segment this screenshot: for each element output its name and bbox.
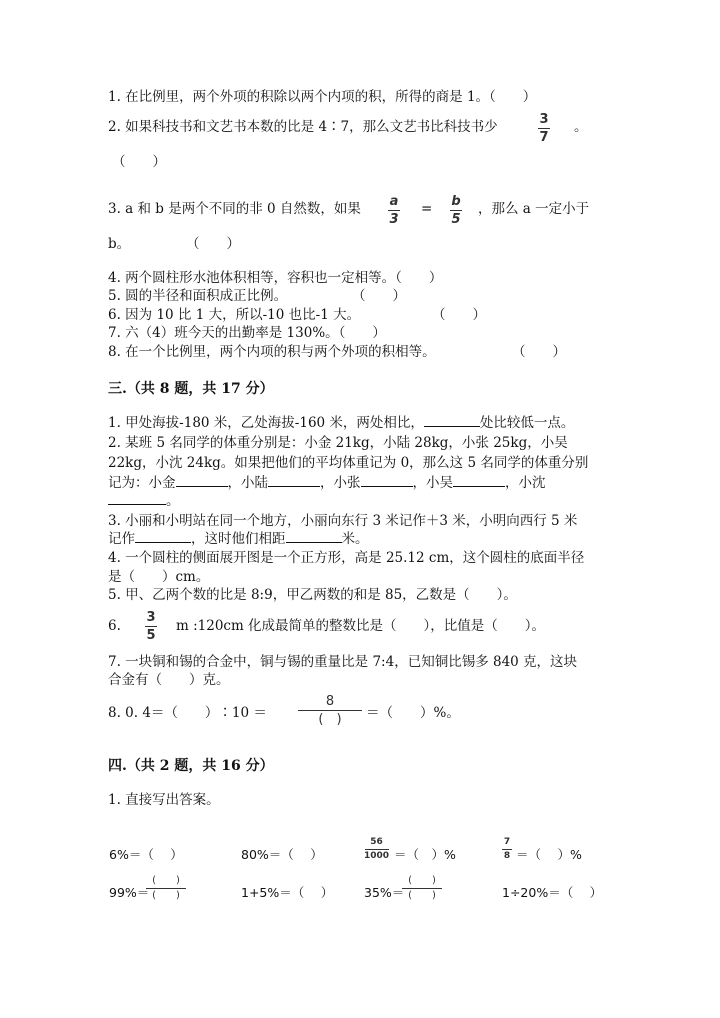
judge-q3-fraction-a [388, 195, 400, 226]
judge-q3-b: b。 [108, 236, 131, 252]
judge-q2-paren[interactable]: （ ） [112, 154, 166, 170]
fill-q3-line2 [108, 530, 369, 548]
fraction-numerator: 3 [539, 112, 549, 127]
judge-q3-text: 3. a 和 b 是两个不同的非 0 自然数，如果 [108, 201, 361, 217]
judge-q3-equals: = [421, 201, 433, 217]
fill-q2-line1: 2. 某班 5 名同学的体重分别是：小金 21kg，小陆 28kg，小张 25kg，小吴 [108, 435, 568, 451]
fraction-numerator: a [389, 194, 399, 209]
fill-q8-text-end: ＝（ ）%。 [366, 705, 460, 721]
calc-item-1[interactable]: 6%＝（ ） [109, 847, 183, 862]
judge-q7: 7. 六（4）班今天的出勤率是 130%。（ ） [108, 325, 386, 341]
answer-blank[interactable] [108, 492, 166, 505]
fraction-bar [538, 128, 550, 129]
calc-item-7-fraction[interactable] [402, 876, 442, 901]
judge-q2-end: 。 [574, 119, 588, 135]
answer-blank[interactable] [135, 530, 191, 543]
calc-item-3-fraction [364, 838, 389, 861]
fill-q2-line2: 22kg，小沈 24kg。如果把他们的平均体重记为 0，那么这 5 名同学的体重分别 [108, 455, 589, 471]
calc-item-5-label: 99%＝ [109, 885, 150, 900]
answer-blank[interactable] [268, 474, 320, 487]
judge-q1: 1. 在比例里，两个外项的积除以两个内项的积，所得的商是 1。（ ） [108, 89, 537, 105]
calc-item-3[interactable]: ＝（ ）% [394, 847, 456, 862]
answer-blank[interactable] [424, 414, 480, 427]
fill-q3-text-mid: ，这时他们相距 [191, 531, 286, 547]
judge-q8-text: 8. 在一个比例里，两个内项的积与两个外项的积相等。 [108, 344, 436, 360]
fraction-denominator: 7 [539, 130, 549, 145]
judge-q3-fraction-b [450, 195, 462, 226]
section-3-heading: 三.（共 8 题，共 17 分） [108, 381, 274, 397]
fraction-bar [450, 210, 462, 211]
answer-blank[interactable] [176, 474, 228, 487]
fraction-bar [298, 710, 362, 711]
label-xiaowu: ，小吴 [412, 475, 453, 491]
label-xiaoshen: ，小沈 [505, 475, 546, 491]
fill-q1-text: 1. 甲处海拔-180 米，乙处海拔-160 米，两处相比， [108, 415, 424, 431]
fill-q3-line1: 3. 小丽和小明站在同一个地方，小丽向东行 3 米记作＋3 米，小明向西行 5 米 [108, 513, 578, 529]
fraction-numerator: b [451, 194, 461, 209]
label-xiaolu: ，小陆 [227, 475, 268, 491]
section-4-heading: 四.（共 2 题，共 16 分） [108, 758, 274, 774]
fill-q6-number: 6. [108, 618, 121, 634]
fill-q4-line1: 4. 一个圆柱的侧面展开图是一个正方形，高是 25.12 cm，这个圆柱的底面半径 [108, 550, 585, 566]
fill-q7-line1: 7. 一块铜和锡的合金中，铜与锡的重量比是 7:4，已知铜比锡多 840 克，这块 [108, 654, 578, 670]
label-xiaozhang: ，小张 [320, 475, 361, 491]
judge-q5-paren[interactable]: （ ） [352, 288, 406, 304]
fill-q1 [108, 414, 574, 432]
fraction-denominator: 8 [503, 851, 511, 861]
fill-q2-line4 [108, 492, 180, 510]
calc-item-7-label: 35%＝ [364, 885, 405, 900]
fraction-numerator: 7 [503, 837, 511, 847]
fraction-bar [145, 626, 157, 627]
calc-item-4-fraction [502, 838, 512, 861]
answer-blank[interactable] [453, 474, 505, 487]
fraction-denominator: 3 [389, 212, 399, 227]
judge-q2-text: 2. 如果科技书和文艺书本数的比是 4∶7，那么文艺书比科技书少 [108, 119, 498, 135]
fraction-numerator: 56 [370, 837, 383, 847]
fill-q6-text: m :120cm 化成最简单的整数比是（ ），比值是（ ）。 [176, 618, 546, 634]
calc-item-2[interactable]: 80%＝（ ） [241, 847, 323, 862]
fraction-denominator: 1000 [364, 851, 390, 861]
fill-q6-fraction [145, 611, 157, 642]
fraction-numerator: 3 [146, 610, 156, 625]
fill-q8-text: 8. 0. 4＝（ ）∶10 ＝ [108, 705, 267, 721]
fill-q2-end: 。 [166, 493, 180, 509]
fraction-bar [388, 210, 400, 211]
fill-q4-line2: 是（ ）cm。 [108, 569, 210, 585]
calc-q1-instruction: 1. 直接写出答案。 [108, 792, 220, 808]
fill-q8-fraction [298, 695, 362, 726]
judge-q8-paren[interactable]: （ ） [512, 344, 566, 360]
fraction-denominator: ( ) [408, 890, 436, 901]
fraction-bar [146, 888, 186, 889]
judge-q4: 4. 两个圆柱形水池体积相等，容积也一定相等。（ ） [108, 270, 443, 286]
judge-q6-text: 6. 因为 10 比 1 大，所以-10 也比-1 大。 [108, 307, 361, 323]
label-xiaojin: 记为：小金 [108, 475, 176, 491]
fraction-bar [502, 849, 512, 850]
answer-blank[interactable] [286, 530, 342, 543]
fraction-bar [365, 849, 389, 850]
fill-q7-line2: 合金有（ ）克。 [108, 672, 230, 688]
fraction-numerator: 8 [325, 694, 335, 709]
fraction-denominator: 5 [146, 628, 156, 643]
fill-q1-text-end: 处比较低一点。 [479, 415, 575, 431]
calc-item-5-fraction[interactable] [146, 876, 186, 901]
fill-q5: 5. 甲、乙两个数的比是 8:9，甲乙两数的和是 85，乙数是（ ）。 [108, 587, 517, 603]
fraction-denominator: 5 [451, 212, 461, 227]
judge-q6-paren[interactable]: （ ） [432, 307, 486, 323]
fraction-denominator: ( ) [152, 890, 180, 901]
judge-q3-rest: ，那么 a 一定小于 [478, 201, 590, 217]
fill-q2-line3 [108, 474, 546, 492]
judge-q2 [108, 118, 498, 136]
fill-q3-text: 记作 [108, 531, 135, 547]
fraction-bar [402, 888, 442, 889]
judge-q3-paren[interactable]: （ ） [186, 236, 240, 252]
calc-item-6[interactable]: 1+5%＝（ ） [241, 885, 334, 900]
fraction-numerator: ( ) [152, 875, 180, 886]
fraction-denominator: ( ) [318, 712, 342, 727]
fraction-numerator: ( ) [408, 875, 436, 886]
calc-item-4[interactable]: ＝（ ）% [516, 847, 582, 862]
judge-q5-text: 5. 圆的半径和面积成正比例。 [108, 288, 288, 304]
judge-q2-fraction [538, 113, 550, 144]
fill-q3-text-end: 米。 [341, 531, 369, 547]
calc-item-8[interactable]: 1÷20%＝（ ） [502, 885, 603, 900]
answer-blank[interactable] [361, 474, 413, 487]
